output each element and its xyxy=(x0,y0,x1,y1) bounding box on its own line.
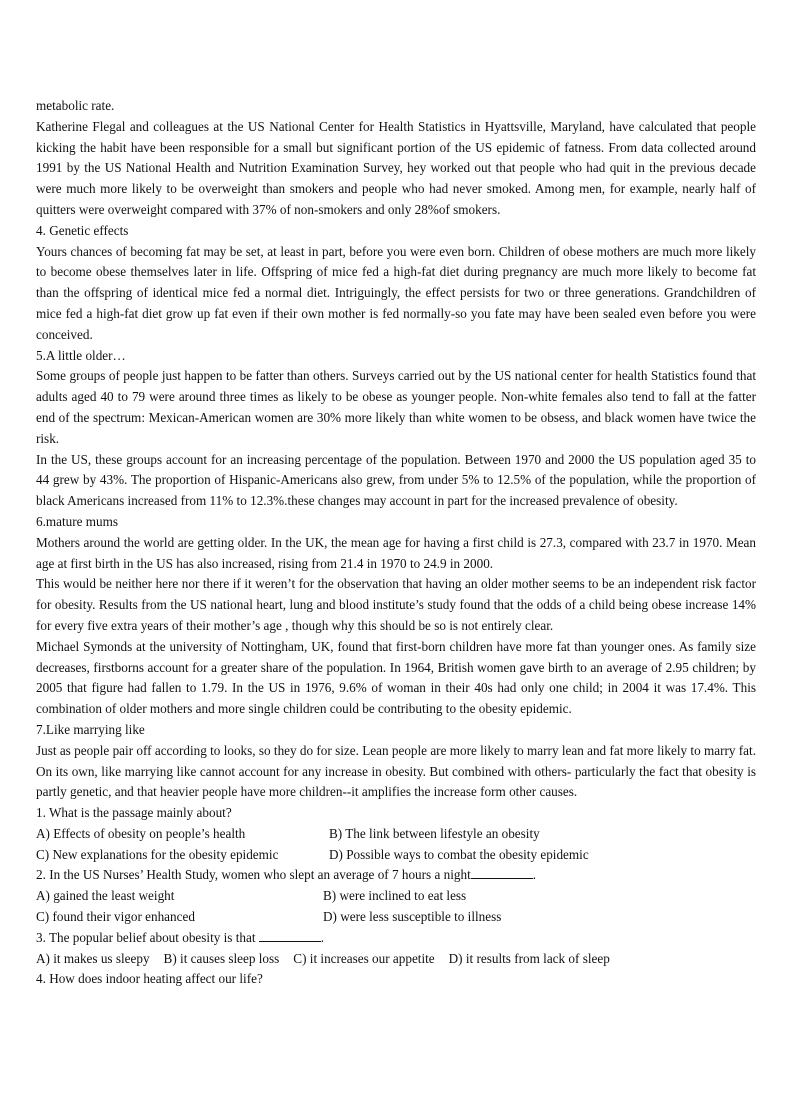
paragraph-mothers-age: Mothers around the world are getting older. In the UK, the mean age for having a first child is 27.3, compared with 23.7 in 1970. Mean age at first birth in the US has also increased, rising from 21.4 in 1970 to 24.9 in 2000. xyxy=(36,534,756,571)
document-page xyxy=(36,96,756,990)
question-1-stem: 1. What is the passage mainly about? xyxy=(36,805,232,821)
question-3-options-row xyxy=(36,949,756,970)
question-2-option-d: D) were less susceptible to illness xyxy=(323,909,502,925)
question-3-stem-line xyxy=(36,928,756,949)
answer-blank xyxy=(259,928,321,942)
question-3-stem: 3. The popular belief about obesity is that xyxy=(36,929,256,945)
question-3-end: . xyxy=(320,929,325,945)
question-2-end: . xyxy=(532,867,537,883)
paragraph-marrying: Just as people pair off according to looks, so they do for size. Lean people are more likely to marry lean and fat more likely to marry fat. On its own, like marrying like cannot account for any increase in obesity. But combined with others- particularly the fact that obesity is partly genetic, and that heavier people have more children--it amplifies the increase form other causes. xyxy=(36,742,756,800)
question-2-option-b: B) were inclined to eat less xyxy=(323,888,467,904)
question-1-option-a: A) Effects of obesity on people’s health xyxy=(36,825,246,841)
question-2-stem: 2. In the US Nurses’ Health Study, women who slept an average of 7 hours a night xyxy=(36,867,471,883)
paragraph-genetic: Yours chances of becoming fat may be set, at least in part, before you were even born. Children of obese mothers are much more likely to become obese themselves later in life. Offspring of mice fed a high-fat diet during pregnancy are much more likely to become fat than the offspring of identical mice fed a normal diet. Intriguingly, the effect persists for two or three generations. Grandchildren of mice fed a high-fat diet grow up fat even if their own mother is fed normally-so you fate may have been sealed even before you were conceived. xyxy=(36,243,756,342)
paragraph-risk-factor: This would be neither here nor there if it weren’t for the observation that having an older mother seems to be an independent risk factor for obesity. Results from the US national heart, lung and blood institute’s study found that the odds of a child being obese increase 14% for every five extra years of their mother’s age , though why this should be so is not entirely clear. xyxy=(36,576,756,633)
question-3-option-b: B) it causes sleep loss xyxy=(163,950,280,966)
paragraph-firstborn: Michael Symonds at the university of Nottingham, UK, found that first-born children have more fat than younger ones. As family size decreases, firstborns account for a greater share of the population. In 1964, British women gave birth to an average of 2.95 children; by 2005 that figure had fallen to 1.79. In the US in 1976, 9.6% of woman in their 40s had only one child; in 2004 it was 17.4%. This combination of older mothers and more single children could be contributing to the obesity epidemic. xyxy=(36,638,756,717)
paragraph-fragment: metabolic rate. xyxy=(36,98,115,113)
question-1-option-c: C) New explanations for the obesity epidemic xyxy=(36,846,279,862)
heading-mature-mums: 6.mature mums xyxy=(36,513,119,529)
question-2-option-c: C) found their vigor enhanced xyxy=(36,909,195,925)
paragraph-groups: Some groups of people just happen to be fatter than others. Surveys carried out by the US national center for health Statistics found that adults aged 40 to 79 were around three times as likely to be obese as younger people. Non-white females also tend to fall at the fatter end of the spectrum: Mexican-American women are 30% more likely than white women to be obsess, and black women have twice the risk. xyxy=(36,368,756,446)
question-2-options-row-2 xyxy=(36,907,756,928)
question-4-stem: 4. How does indoor heating affect our life? xyxy=(36,971,263,987)
question-3-option-c: C) it increases our appetite xyxy=(293,950,435,966)
question-2-stem-line xyxy=(36,865,756,886)
question-1-options-row-1 xyxy=(36,824,756,845)
heading-marrying-like: 7.Like marrying like xyxy=(36,721,145,737)
paragraph-flegal: Katherine Flegal and colleagues at the US National Center for Health Statistics in Hyattsville, Maryland, have calculated that people kicking the habit have been responsible for a small but significant portion of the US epidemic of fatness. From data collected around 1991 by the US National Health and Nutrition Examination Survey, hey worked out that people who had quit in the previous decade were much more likely to be overweight than smokers and people who had never smoked. Among men, for example, nearly half of quitters were overweight compared with 37% of non-smokers and only 28%of smokers. xyxy=(36,118,756,217)
question-1-option-d: D) Possible ways to combat the obesity epidemic xyxy=(329,846,589,862)
question-3-option-a: A) it makes us sleepy xyxy=(36,950,150,966)
question-1-options-row-2 xyxy=(36,845,756,866)
question-2-options-row-1 xyxy=(36,886,756,907)
paragraph-population: In the US, these groups account for an increasing percentage of the population. Between 1970 and 2000 the US population aged 35 to 44 grew by 43%. The proportion of Hispanic-Americans also grew, from under 5% to 12.5% of the population, while the proportion of black Americans increased from 11% to 12.3%.these changes may account in part for the increased prevalence of obesity. xyxy=(36,451,756,509)
answer-blank xyxy=(471,865,533,879)
question-1-option-b: B) The link between lifestyle an obesity xyxy=(329,825,540,841)
question-3-option-d: D) it results from lack of sleep xyxy=(448,950,610,966)
heading-genetic-effects: 4. Genetic effects xyxy=(36,222,129,238)
question-2-option-a: A) gained the least weight xyxy=(36,888,175,904)
heading-little-older: 5.A little older… xyxy=(36,347,126,363)
